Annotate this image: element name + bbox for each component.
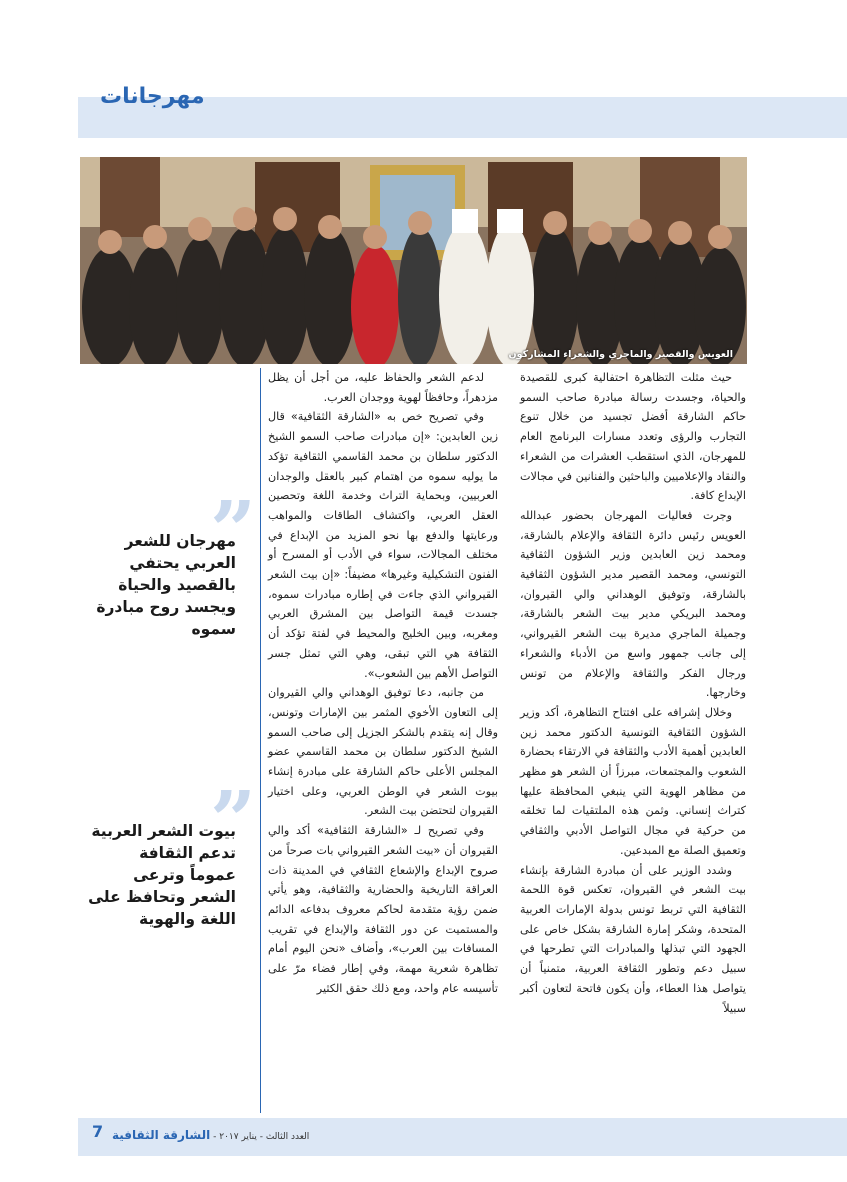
footer-brand: الشارقة الثقافية [112,1128,211,1142]
pull-quote: بيوت الشعر العربية تدعم الثقافة عموماً وترعى الشعر وتحافظ على اللغة والهوية [88,822,236,928]
paragraph: حيث مثلت التظاهرة احتفالية كبرى للقصيدة والحياة، وجسدت رسالة مبادرة صاحب السمو حاكم الشارقة أفضل تجسيد من خلال تنوع التجارب والرؤى وتعدد مسارات البرنامج العام للمهرجان، الذي استقطب العشرات من الشعراء والنقاد والإعلاميين والباحثين والفنانين في مجالات الإبداع كافة. [520,371,746,503]
article-column-right [520,368,746,1018]
photo-caption: العويس والقصير والماجري والشعراء المشاركون [508,349,733,360]
footer-issue [112,1128,309,1142]
article-column-middle [268,368,498,999]
paragraph: وشدد الوزير على أن مبادرة الشارقة بإنشاء بيت الشعر في القيروان، تعكس قوة اللحمة الثقافية التي تربط تونس بدولة الإمارات العربية المتحدة، وشكر إمارة الشارقة بشكل خاص على الجهود التي تبذلها والمبادرات التي تطرحها في سبيل دعم وتطور الثقافة العربية، متمنياً أن يتواصل هذا العطاء، وأن يكون فاتحة لتعاون أكبر سبيلاً [520,863,746,1015]
group-photo-illustration [80,157,747,364]
column-divider [260,368,261,1113]
pull-quote: مهرجان للشعر العربي يحتفي بالقصيد والحياة ويجسد روح مبادرة سموه [96,532,236,638]
paragraph: من جانبه، دعا توفيق الوهداني والي القيروان إلى التعاون الأخوي المثمر بين الإمارات وتونس، وقال إنه يتقدم بالشكر الجزيل إلى صاحب السمو الشيخ الدكتور سلطان بن محمد القاسمي عضو المجلس الأعلى حاكم الشارقة على مبادرة إنشاء بيوت الشعر في الوطن العربي، وعلى اختيار القيروان لتحتضن بيت الشعر. [268,686,498,818]
paragraph: وفي تصريح لـ «الشارقة الثقافية» أكد والي القيروان أن «بيت الشعر القيرواني بات صرحاً من صروح الإبداع والإشعاع الثقافي في المدينة ذات العراقة التاريخية والحضارية والثقافية، وهو يأتي ضمن رؤية متقدمة لحاكم معروف بدفاعه الدائم والمستميت عن دور الثقافة والإبداع في تقريب المسافات بين العرب»، وأضاف «نحن اليوم أمام تظاهرة شعرية مهمة، وفي إطار فضاء مرّ على تأسيسه عام واحد، ومع ذلك حقق الكثير [268,824,498,995]
paragraph: لدعم الشعر والحفاظ عليه، من أجل أن يظل مزدهراً، وحافظاً لهوية ووجدان العرب. [268,371,498,404]
footer-issue-text: العدد الثالث - يناير ٢٠١٧ - [213,1132,310,1142]
paragraph: وفي تصريح خص به «الشارقة الثقافية» قال زين العابدين: «إن مبادرات صاحب السمو الشيخ الدكتور سلطان بن محمد القاسمي الثقافية تؤكد ما يوليه سموه من اهتمام كبير بالعقل والوجدان العربيين، وبحماية التراث وخدمة اللغة وتحصين العقل العربي، واكتشاف الطاقات والمواهب ورعايتها والدفع بها نحو المزيد من الإبداع في مختلف المجالات، سواء في الأدب أو المسرح أو الفنون التشكيلية وغيرها» مضيفاً: «إن بيت الشعر القيرواني الذي جاءت في إطاره مبادرات سموه، جسدت قيمة التواصل بين المشرق العربي ومغربه، وبين الخليج والمحيط في لفتة تؤكد أن الثقافة هي التي تبقى، وهي التي تمثل جسر التواصل الأهم بين الشعوب». [268,410,498,680]
paragraph: وخلال إشرافه على افتتاح التظاهرة، أكد وزير الشؤون الثقافية التونسية الدكتور محمد زين العابدين أهمية الأدب والثقافة في الارتقاء بحضارة الشعوب والمجتمعات، مبرزاً أن الشعر هو مظهر من مظاهر الهوية التي ينبغي المحافظة عليها كتراث إنساني. وثمن هذه الملتقيات لما تخلقه من حركية في مجال التواصل الأدبي والثقافي وتعميق الصلة مع المبدعين. [520,705,746,857]
paragraph: وجرت فعاليات المهرجان بحضور عبدالله العويس رئيس دائرة الثقافة والإعلام بالشارقة، ومحمد زين العابدين وزير الشؤون الثقافية التونسي، ومحمد القصير مدير الشؤون الثقافية بالشارقة، وتوفيق الوهداني والي القيروان، ومحمد البريكي مدير بيت الشعر بالشارقة، وجميلة الماجري مديرة بيت الشعر القيرواني، إلى جانب جمهور واسع من الأدباء والشعراء ورجال الفكر والثقافة والإعلام من تونس وخارجها. [520,508,746,700]
quote-mark-icon: ” [210,483,257,577]
quote-mark-icon: ” [210,773,257,867]
page-number: 7 [92,1122,104,1141]
group-photo [80,157,747,364]
section-title: مهرجانات [100,84,205,109]
